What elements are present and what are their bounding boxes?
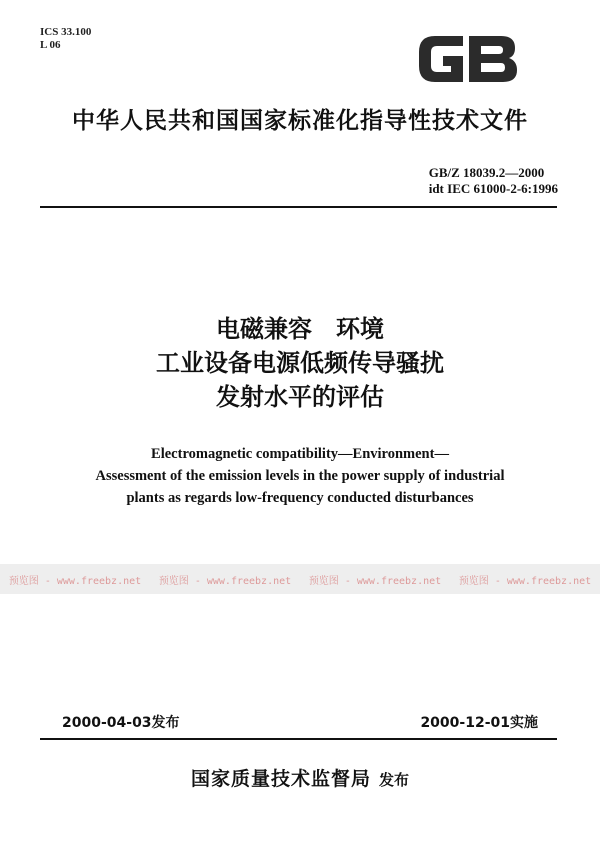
watermark-text: 预览图 - www.freebz.net xyxy=(308,575,442,587)
top-divider xyxy=(40,206,557,208)
english-title xyxy=(40,443,560,509)
gb-logo xyxy=(413,28,521,90)
chinese-title-line-1: 电磁兼容 环境 xyxy=(216,315,384,343)
english-title-line-3: plants as regards low-frequency conducted disturbances xyxy=(126,490,474,506)
implementation-date: 2000-12-01实施 xyxy=(420,715,538,731)
chinese-title-line-3: 发射水平的评估 xyxy=(216,383,384,411)
watermark-strip xyxy=(0,564,600,594)
ccs-code: L 06 xyxy=(40,39,61,51)
issue-date: 2000-04-03发布 xyxy=(62,715,180,731)
watermark-text: 预览图 - www.freebz.net xyxy=(458,575,592,587)
issuer xyxy=(0,764,600,791)
chinese-title xyxy=(0,312,600,414)
english-title-line-1: Electromagnetic compatibility—Environment— xyxy=(151,446,449,462)
watermark-text: 预览图 - www.freebz.net xyxy=(8,575,142,587)
issuer-action: 发布 xyxy=(379,771,410,789)
chinese-title-line-2: 工业设备电源低频传导骚扰 xyxy=(156,349,444,377)
idt-number: idt IEC 61000-2-6:1996 xyxy=(428,181,558,196)
watermark-text: 预览图 - www.freebz.net xyxy=(158,575,292,587)
english-title-line-2: Assessment of the emission levels in the power supply of industrial xyxy=(95,468,505,484)
classification-codes xyxy=(40,26,91,52)
standard-number: GB/Z 18039.2—2000 xyxy=(428,165,545,180)
standard-codes xyxy=(429,165,558,197)
bottom-divider xyxy=(40,738,557,740)
ics-code: ICS 33.100 xyxy=(40,26,92,38)
issuing-body-title: 中华人民共和国国家标准化指导性技术文件 xyxy=(72,108,528,134)
issuer-name: 国家质量技术监督局 xyxy=(190,768,371,790)
